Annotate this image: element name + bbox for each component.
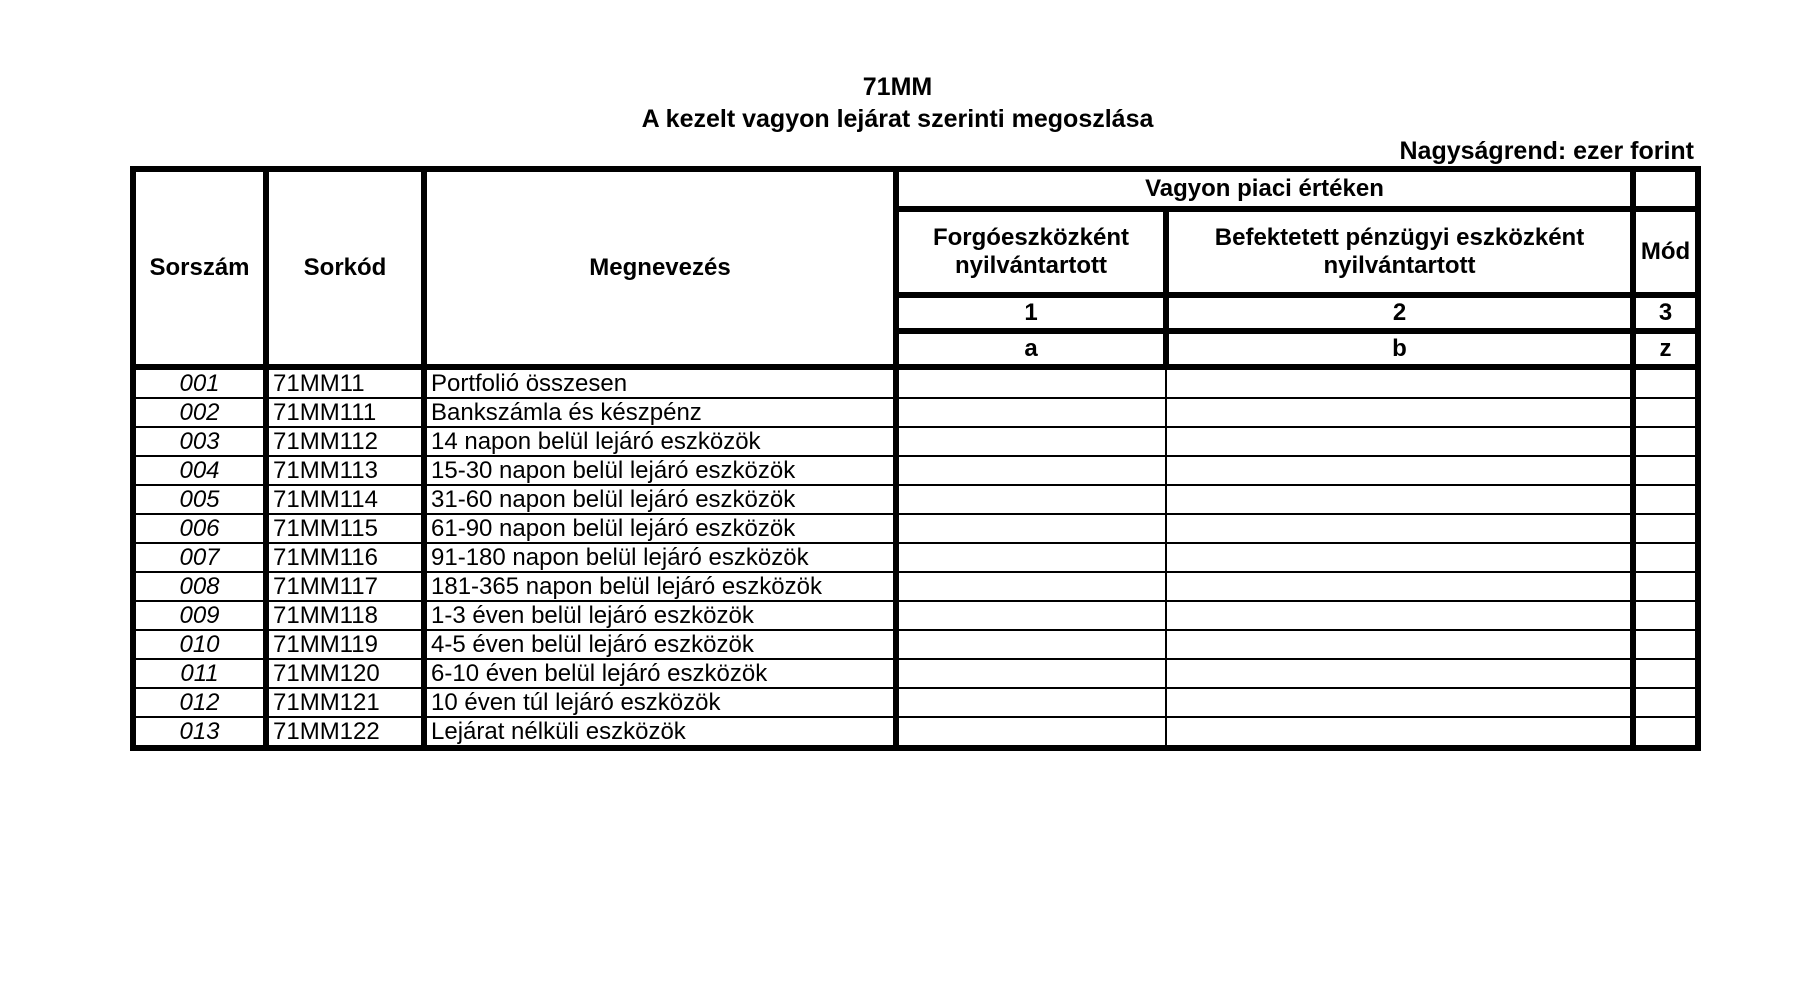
- row-code: 71MM119: [266, 630, 424, 659]
- value-cell-forgo[interactable]: [896, 485, 1166, 514]
- table-row: [133, 543, 1698, 572]
- row-number: 009: [133, 601, 266, 630]
- value-cell-befektetett[interactable]: [1166, 485, 1633, 514]
- row-name: 61-90 napon belül lejáró eszközök: [424, 514, 896, 543]
- value-cell-mod[interactable]: [1633, 427, 1698, 456]
- value-cell-forgo[interactable]: [896, 514, 1166, 543]
- row-name: 6-10 éven belül lejáró eszközök: [424, 659, 896, 688]
- row-number: 004: [133, 456, 266, 485]
- value-cell-mod[interactable]: [1633, 398, 1698, 427]
- value-cell-forgo[interactable]: [896, 572, 1166, 601]
- row-number: 002: [133, 398, 266, 427]
- header-sorkod: Sorkód: [266, 169, 424, 367]
- row-code: 71MM121: [266, 688, 424, 717]
- value-cell-forgo[interactable]: [896, 659, 1166, 688]
- value-cell-mod[interactable]: [1633, 543, 1698, 572]
- row-code: 71MM116: [266, 543, 424, 572]
- value-cell-forgo[interactable]: [896, 630, 1166, 659]
- value-cell-mod[interactable]: [1633, 485, 1698, 514]
- header-sorszam: Sorszám: [133, 169, 266, 367]
- value-cell-mod[interactable]: [1633, 601, 1698, 630]
- value-cell-befektetett[interactable]: [1166, 367, 1633, 398]
- header-mod: Mód: [1633, 209, 1698, 295]
- value-cell-mod[interactable]: [1633, 514, 1698, 543]
- table-row: [133, 514, 1698, 543]
- value-cell-befektetett[interactable]: [1166, 688, 1633, 717]
- form-code: 71MM: [862, 73, 933, 101]
- header-group-market-value: Vagyon piaci értéken: [896, 169, 1633, 209]
- row-number: 001: [133, 367, 266, 398]
- value-cell-befektetett[interactable]: [1166, 398, 1633, 427]
- table-row: [133, 485, 1698, 514]
- header-mod-blank: [1633, 169, 1698, 209]
- row-code: 71MM115: [266, 514, 424, 543]
- col-letter-z: z: [1633, 331, 1698, 367]
- row-code: 71MM122: [266, 717, 424, 748]
- value-cell-befektetett[interactable]: [1166, 659, 1633, 688]
- row-number: 006: [133, 514, 266, 543]
- value-cell-mod[interactable]: [1633, 367, 1698, 398]
- value-cell-forgo[interactable]: [896, 367, 1166, 398]
- table-row: [133, 367, 1698, 398]
- value-cell-befektetett[interactable]: [1166, 514, 1633, 543]
- row-number: 003: [133, 427, 266, 456]
- row-code: 71MM113: [266, 456, 424, 485]
- value-cell-befektetett[interactable]: [1166, 601, 1633, 630]
- row-code: 71MM111: [266, 398, 424, 427]
- value-cell-befektetett[interactable]: [1166, 427, 1633, 456]
- row-name: 10 éven túl lejáró eszközök: [424, 688, 896, 717]
- table-row: [133, 601, 1698, 630]
- header-befektetett: Befektetett pénzügyi eszközként nyilvántartott: [1166, 209, 1633, 295]
- col-letter-b: b: [1166, 331, 1633, 367]
- row-number: 013: [133, 717, 266, 748]
- row-name: Portfolió összesen: [424, 367, 896, 398]
- row-name: 14 napon belül lejáró eszközök: [424, 427, 896, 456]
- value-cell-forgo[interactable]: [896, 456, 1166, 485]
- row-code: 71MM114: [266, 485, 424, 514]
- row-number: 012: [133, 688, 266, 717]
- value-cell-mod[interactable]: [1633, 688, 1698, 717]
- value-cell-befektetett[interactable]: [1166, 717, 1633, 748]
- col-letter-a: a: [896, 331, 1166, 367]
- value-cell-mod[interactable]: [1633, 659, 1698, 688]
- maturity-table: [130, 166, 1701, 751]
- value-cell-forgo[interactable]: [896, 601, 1166, 630]
- row-name: Bankszámla és készpénz: [424, 398, 896, 427]
- header-megnevezes: Megnevezés: [424, 169, 896, 367]
- value-cell-forgo[interactable]: [896, 427, 1166, 456]
- row-number: 005: [133, 485, 266, 514]
- table-row: [133, 572, 1698, 601]
- row-name: 15-30 napon belül lejáró eszközök: [424, 456, 896, 485]
- row-name: 1-3 éven belül lejáró eszközök: [424, 601, 896, 630]
- value-cell-forgo[interactable]: [896, 717, 1166, 748]
- table-row: [133, 630, 1698, 659]
- table-row: [133, 398, 1698, 427]
- header-forgo: Forgóeszközként nyilvántartott: [896, 209, 1166, 295]
- row-name: 4-5 éven belül lejáró eszközök: [424, 630, 896, 659]
- unit-label: Nagyságrend: ezer forint: [1399, 137, 1694, 165]
- value-cell-forgo[interactable]: [896, 688, 1166, 717]
- table-row: [133, 688, 1698, 717]
- row-code: 71MM112: [266, 427, 424, 456]
- col-number-1: 1: [896, 295, 1166, 331]
- row-number: 008: [133, 572, 266, 601]
- col-number-3: 3: [1633, 295, 1698, 331]
- row-number: 007: [133, 543, 266, 572]
- row-code: 71MM11: [266, 367, 424, 398]
- value-cell-befektetett[interactable]: [1166, 456, 1633, 485]
- table-row: [133, 659, 1698, 688]
- row-name: 31-60 napon belül lejáró eszközök: [424, 485, 896, 514]
- row-code: 71MM120: [266, 659, 424, 688]
- value-cell-forgo[interactable]: [896, 543, 1166, 572]
- value-cell-mod[interactable]: [1633, 630, 1698, 659]
- value-cell-mod[interactable]: [1633, 456, 1698, 485]
- value-cell-mod[interactable]: [1633, 717, 1698, 748]
- table-row: [133, 427, 1698, 456]
- value-cell-befektetett[interactable]: [1166, 630, 1633, 659]
- value-cell-befektetett[interactable]: [1166, 572, 1633, 601]
- row-name: 91-180 napon belül lejáró eszközök: [424, 543, 896, 572]
- row-name: 181-365 napon belül lejáró eszközök: [424, 572, 896, 601]
- row-name: Lejárat nélküli eszközök: [424, 717, 896, 748]
- row-code: 71MM117: [266, 572, 424, 601]
- row-code: 71MM118: [266, 601, 424, 630]
- row-number: 010: [133, 630, 266, 659]
- table-row: [133, 456, 1698, 485]
- col-number-2: 2: [1166, 295, 1633, 331]
- value-cell-mod[interactable]: [1633, 572, 1698, 601]
- table-row: [133, 717, 1698, 748]
- value-cell-befektetett[interactable]: [1166, 543, 1633, 572]
- row-number: 011: [133, 659, 266, 688]
- form-title: A kezelt vagyon lejárat szerinti megoszlása: [641, 105, 1154, 133]
- value-cell-forgo[interactable]: [896, 398, 1166, 427]
